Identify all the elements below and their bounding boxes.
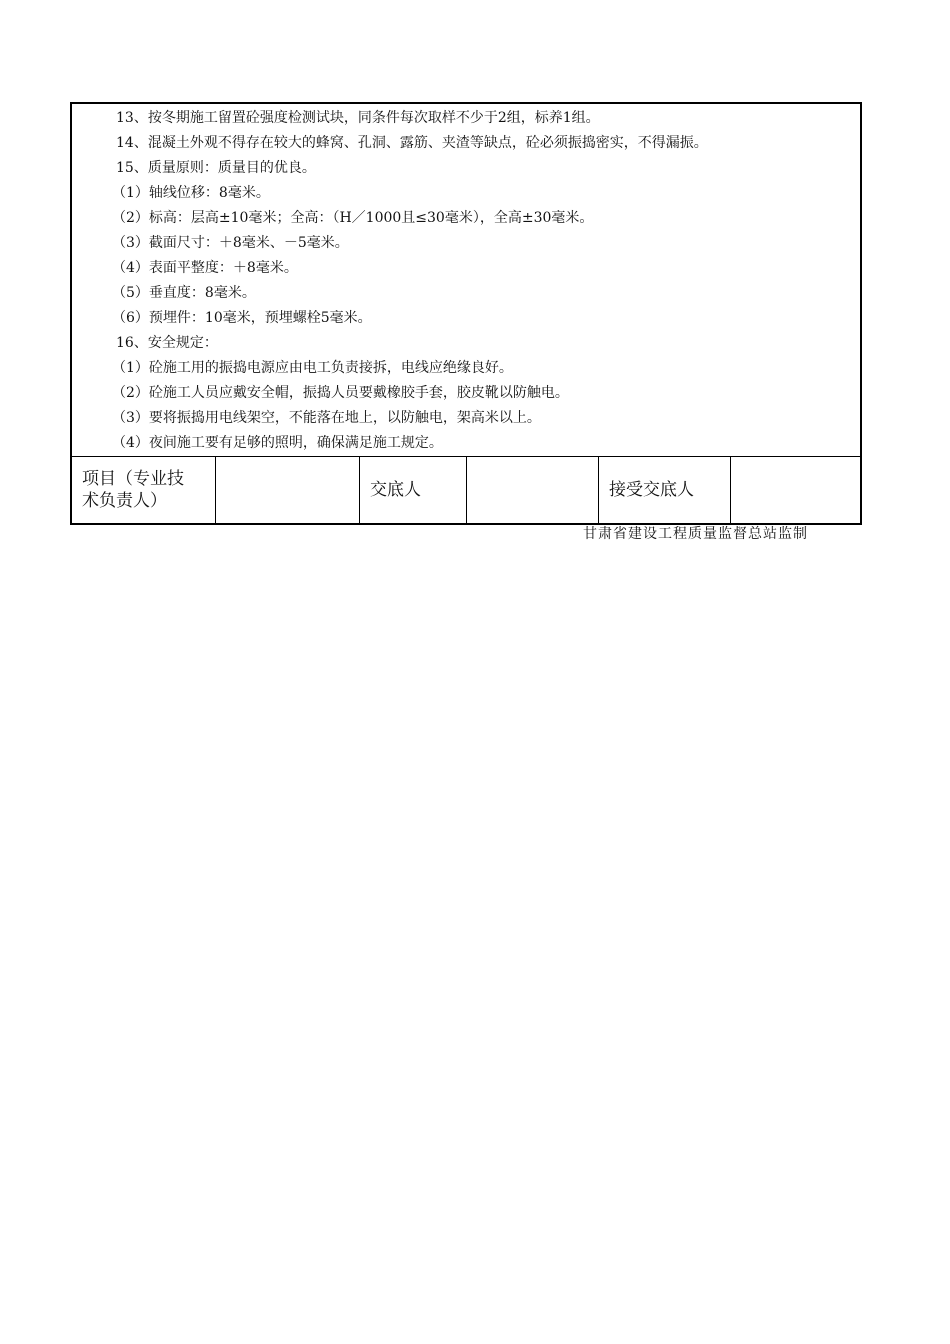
content-block bbox=[72, 104, 860, 457]
discloser-label: 交底人 bbox=[370, 480, 421, 500]
content-line-15-5: （5）垂直度：8毫米。 bbox=[112, 285, 256, 301]
discloser-label-cell bbox=[360, 457, 467, 523]
content-line-15-6: （6）预埋件：10毫米，预埋螺栓5毫米。 bbox=[112, 310, 372, 326]
signature-row bbox=[72, 457, 860, 523]
content-line-15-4: （4）表面平整度：＋8毫米。 bbox=[112, 260, 298, 276]
receiver-value-cell[interactable] bbox=[731, 457, 860, 523]
content-line-15-3: （3）截面尺寸：＋8毫米、－5毫米。 bbox=[112, 235, 349, 251]
receiver-label-cell bbox=[599, 457, 731, 523]
project-lead-label-line2: 术负责人） bbox=[82, 491, 167, 511]
content-line-15: 15、质量原则：质量目的优良。 bbox=[116, 160, 316, 176]
disclosure-table bbox=[70, 102, 862, 525]
footer-note: 甘肃省建设工程质量监督总站监制 bbox=[583, 526, 808, 542]
content-line-15-2: （2）标高：层高±10毫米；全高：（H／1000且≤30毫米），全高±30毫米。 bbox=[112, 210, 594, 226]
content-line-16-1: （1）砼施工用的振捣电源应由电工负责接拆，电线应绝缘良好。 bbox=[112, 360, 513, 376]
content-line-16-4: （4）夜间施工要有足够的照明，确保满足施工规定。 bbox=[112, 435, 443, 451]
project-lead-label-line1: 项目（专业技 bbox=[82, 469, 184, 489]
receiver-label: 接受交底人 bbox=[609, 480, 694, 500]
discloser-value-cell[interactable] bbox=[467, 457, 599, 523]
content-line-16-3: （3）要将振捣用电线架空，不能落在地上，以防触电，架高米以上。 bbox=[112, 410, 541, 426]
content-line-14: 14、混凝土外观不得存在较大的蜂窝、孔洞、露筋、夹渣等缺点，砼必须振捣密实，不得漏振。 bbox=[116, 135, 708, 151]
content-line-16: 16、安全规定： bbox=[116, 335, 218, 351]
content-line-13: 13、按冬期施工留置砼强度检测试块，同条件每次取样不少于2组，标养1组。 bbox=[116, 110, 600, 126]
project-lead-value-cell[interactable] bbox=[216, 457, 360, 523]
content-line-15-1: （1）轴线位移：8毫米。 bbox=[112, 185, 270, 201]
content-line-16-2: （2）砼施工人员应戴安全帽，振捣人员要戴橡胶手套，胶皮靴以防触电。 bbox=[112, 385, 569, 401]
project-lead-label-cell bbox=[72, 457, 216, 523]
